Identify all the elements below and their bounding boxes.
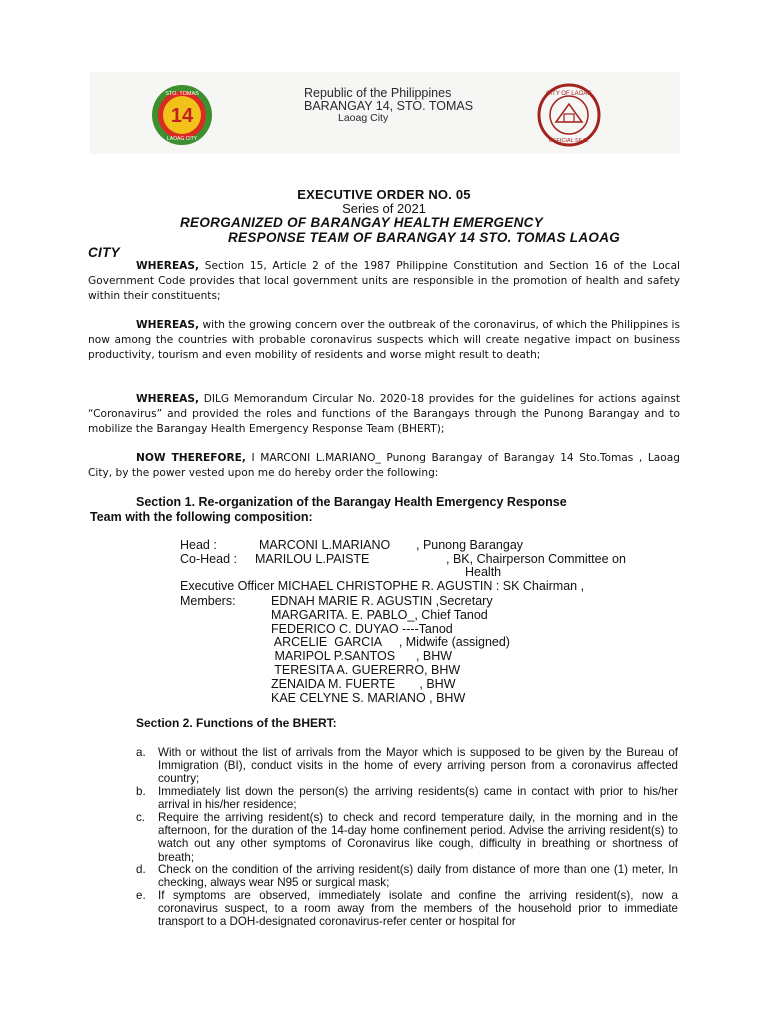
left-logo-bottom-text: LAOAG CITY: [166, 136, 198, 142]
function-letter: c.: [136, 811, 146, 824]
title-line-2: RESPONSE TEAM OF BARANGAY 14 STO. TOMAS LAOAG: [228, 230, 621, 245]
section-2-heading: Section 2. Functions of the BHERT:: [136, 716, 337, 730]
head-role: , Punong Barangay: [416, 538, 524, 552]
header-city: Laoag City: [338, 112, 389, 124]
now-therefore-clause: [88, 451, 680, 481]
executive-officer: Executive Officer MICHAEL CHRISTOPHE R. AGUSTIN : SK Chairman ,: [180, 579, 585, 593]
members-label: Members:: [180, 594, 236, 608]
seal-bottom-text: OFFICIAL SEAL: [548, 138, 590, 144]
cohead-role-cont: Health: [465, 565, 502, 579]
function-letter: b.: [136, 785, 146, 798]
whereas-clause-1: [88, 259, 680, 305]
whereas-clause-2: [88, 318, 680, 364]
member-item: EDNAH MARIE R. AGUSTIN ,Secretary: [271, 594, 493, 608]
whereas-lead: WHEREAS,: [136, 319, 200, 331]
city-of-laoag-seal: [536, 82, 602, 148]
function-item-b: Immediately list down the person(s) the arriving residents(s) came in contact with prior to his/her arrival in his/her residence;: [158, 785, 678, 812]
now-therefore-lead: NOW THEREFORE,: [136, 452, 246, 464]
cohead-role: , BK, Chairperson Committee on: [446, 552, 626, 566]
head-label: Head :: [180, 538, 217, 552]
function-item-d: Check on the condition of the arriving resident(s) daily from distance of more than one (1) meter, In checking, always wear N95 or surgical mask;: [158, 863, 678, 890]
title-line-1: REORGANIZED OF BARANGAY HEALTH EMERGENCY: [180, 215, 544, 230]
function-item-a: With or without the list of arrivals from the Mayor which is supposed to be given by the Bureau of Immigration (BI), conduct visits in the home of every arriving person from a coronavirus affected country;: [158, 746, 678, 786]
member-item: KAE CELYNE S. MARIANO , BHW: [271, 691, 466, 705]
header-republic: Republic of the Philippines: [304, 86, 452, 100]
member-item: ZENAIDA M. FUERTE , BHW: [271, 677, 456, 691]
cohead-label: Co-Head :: [180, 552, 237, 566]
now-therefore-text: I MARCONI L.MARIANO_ Punong Barangay of Barangay 14 Sto.Tomas , Laoag City, by the power vested upon me do hereby order the following:: [88, 452, 680, 480]
function-letter: a.: [136, 746, 146, 759]
member-item: MARGARITA. E. PABLO_, Chief Tanod: [271, 608, 488, 622]
member-item: FEDERICO C. DUYAO ----Tanod: [271, 622, 453, 636]
whereas-text: DILG Memorandum Circular No. 2020-18 provides for the guidelines for actions against “Coronavirus” and provided the roles and functions of the Barangays through the Punong Barangay and to mobilize the Barangay Health Emergency Response Team (BHERT);: [88, 393, 680, 436]
series-year: Series of 2021: [342, 201, 426, 216]
whereas-clause-3: [88, 392, 680, 438]
whereas-text: Section 15, Article 2 of the 1987 Philippine Constitution and Section 16 of the Local Government Code provides that local government units are responsible in the promotion of health and safety within their constituents;: [88, 260, 680, 303]
whereas-text: with the growing concern over the outbreak of the coronavirus, of which the Philippines is now among the countries with probable coronavirus suspects which will create negative impact on business productivity, tourism and even mobility of residents and worse might result to death;: [88, 319, 680, 362]
left-logo-number: 14: [170, 105, 194, 127]
left-logo-top-text: STO. TOMAS: [165, 91, 199, 97]
section-1-heading: Section 1. Re-organization of the Barangay Health Emergency Response: [136, 495, 567, 509]
head-name: MARCONI L.MARIANO: [259, 538, 391, 552]
member-item: ARCELIE GARCIA , Midwife (assigned): [271, 635, 510, 649]
cohead-name: MARILOU L.PAISTE: [255, 552, 370, 566]
whereas-lead: WHEREAS,: [136, 393, 200, 405]
whereas-lead: WHEREAS,: [136, 260, 200, 272]
member-item: TERESITA A. GUERERRO, BHW: [271, 663, 461, 677]
barangay-14-logo: [150, 83, 214, 147]
function-item-c: Require the arriving resident(s) to check and record temperature daily, in the morning and in the afternoon, for the duration of the 14-day home confinement period. Advise the arriving resident(s) to watch out any other symptoms of Coronavirus like cough, difficulty in breathing or shortness of breath;: [158, 811, 678, 864]
function-item-e: If symptoms are observed, immediately isolate and confine the arriving resident(s), now a coronavirus suspect, to a room away from the members of the household prior to immediate transport to a DOH-designated coronavirus-refer center or hospital for: [158, 889, 678, 929]
section-1-heading-cont: Team with the following composition:: [90, 510, 313, 524]
function-letter: e.: [136, 889, 146, 902]
seal-top-text: CITY OF LAOAG: [546, 91, 592, 97]
title-line-3: CITY: [88, 245, 120, 260]
function-letter: d.: [136, 863, 146, 876]
member-item: MARIPOL P.SANTOS , BHW: [271, 649, 453, 663]
header-barangay: BARANGAY 14, STO. TOMAS: [304, 99, 474, 113]
executive-order-number: EXECUTIVE ORDER NO. 05: [297, 187, 471, 202]
